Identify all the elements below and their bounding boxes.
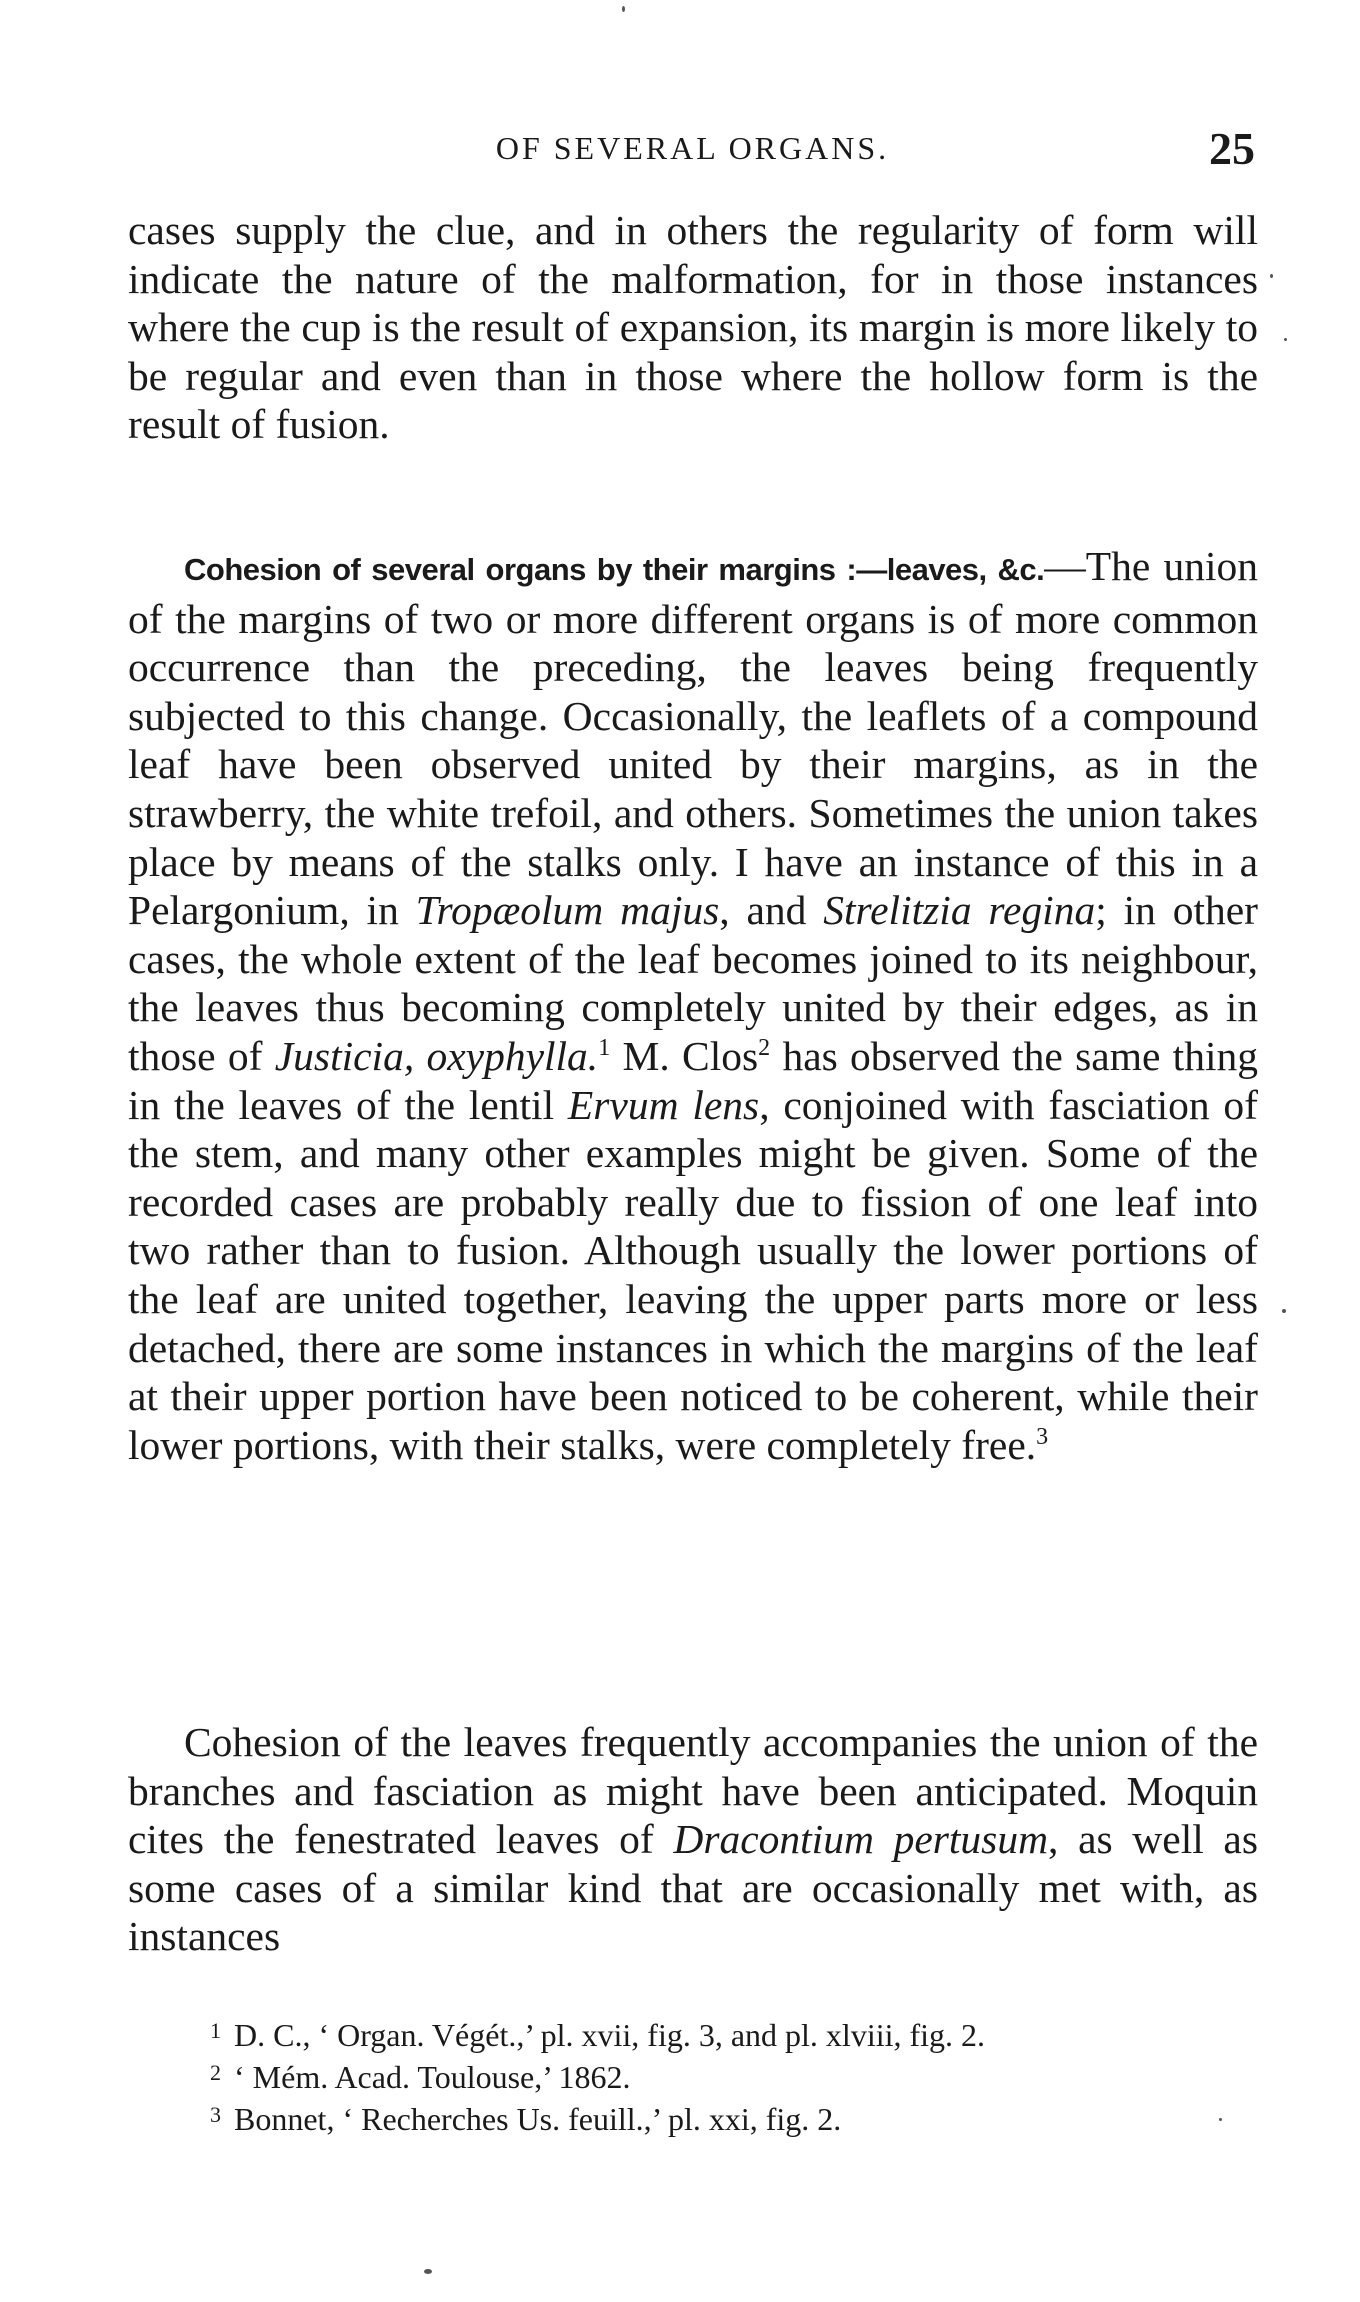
running-title: OF SEVERAL ORGANS. (495, 130, 890, 166)
page-number: 25 (1209, 123, 1255, 174)
text-run: Cohesion of the leaves frequently accompanies the union of the branches and fasciation as might have been anticipated. Moquin cites the fenestrated leaves of (128, 1719, 1258, 1863)
italic-species: Tropæolum majus (415, 887, 720, 934)
footnote-mark: 3 (210, 2102, 221, 2127)
text-run: , conjoined with fasciation of the stem, and many other examples might be given. Some of the recorded cases are probably really due to fission of one leaf into two rather than to fusion. Although usually the lower portions of the leaf are united together, leaving the upper parts more or less detached, there are some instances in which the margins of the leaf at their upper portion have been noticed to be coherent, while their lower portions, with their stalks, were completely free. (128, 1081, 1258, 1468)
paragraph-continuation (128, 206, 1258, 449)
footnote-text: Bonnet, ‘ Recherches Us. feuill.,’ pl. xxi, fig. 2. (234, 2101, 842, 2137)
paragraph-text (128, 1718, 1258, 1961)
italic-species: Justicia, oxyphylla. (274, 1032, 599, 1079)
footnote-mark: 1 (210, 2018, 221, 2043)
footnote-text: D. C., ‘ Organ. Végét.,’ pl. xvii, fig. 3, and pl. xlviii, fig. 2. (234, 2017, 986, 2053)
footnote (210, 2096, 1260, 2138)
text-run: M. Clos (610, 1032, 759, 1079)
heading-dash: — (1044, 543, 1086, 589)
italic-species: Strelitzia regina (823, 887, 1096, 934)
footnote-text: ‘ Mém. Acad. Toulouse,’ 1862. (234, 2059, 631, 2095)
paragraph-cohesion-leaves (128, 1718, 1258, 1961)
print-speck (1282, 1309, 1286, 1313)
italic-species: Ervum lens (567, 1081, 760, 1128)
text-run: The union of the margins of two or more different organs is of more common occurrence than the preceding, the leaves being frequently subjected to this change. Occasionally, the leaflets of a compound leaf have been observed united by their margins, as in the strawberry, the white trefoil, and others. Sometimes the union takes place by means of the stalks only. I have an instance of this in a Pelargonium, in (128, 543, 1258, 934)
side-heading: Cohesion of several organs by their margins :—leaves, &c. (184, 552, 1045, 587)
footnote-ref: 3 (1036, 1423, 1049, 1450)
footnote (210, 2012, 1260, 2054)
print-speck (424, 2269, 432, 2274)
text-run: , and (719, 887, 824, 934)
print-speck (1270, 274, 1273, 278)
print-speck (1284, 338, 1287, 341)
text-run: has observed the same thing in the leaves of the lentil (128, 1032, 1258, 1128)
paragraph-text (128, 542, 1258, 1469)
italic-species: Dracontium pertusum (673, 1816, 1049, 1863)
footnote (210, 2054, 1260, 2096)
paragraph-text: cases supply the clue, and in others the regularity of form will indicate the nature of the malformation, for in those instances where the cup is the result of expansion, its margin is more likely to be regular and even than in those where the hollow form is the result of fusion. (128, 207, 1258, 448)
running-head (130, 122, 1255, 182)
print-speck (1219, 2118, 1222, 2121)
print-speck (622, 6, 625, 12)
text-run: , as well as some cases of a similar kind that are occasionally met with, as instances (128, 1816, 1258, 1960)
footnote-ref: 2 (758, 1035, 771, 1062)
footnote-ref: 1 (598, 1035, 611, 1062)
footnote-mark: 2 (210, 2060, 221, 2085)
text-run: ; in other cases, the whole extent of the leaf becomes joined to its neighbour, the leaves thus becoming completely united by their edges, as in those of (128, 887, 1258, 1079)
paragraph-cohesion-margins (128, 542, 1258, 1469)
footnotes (210, 2012, 1260, 2138)
